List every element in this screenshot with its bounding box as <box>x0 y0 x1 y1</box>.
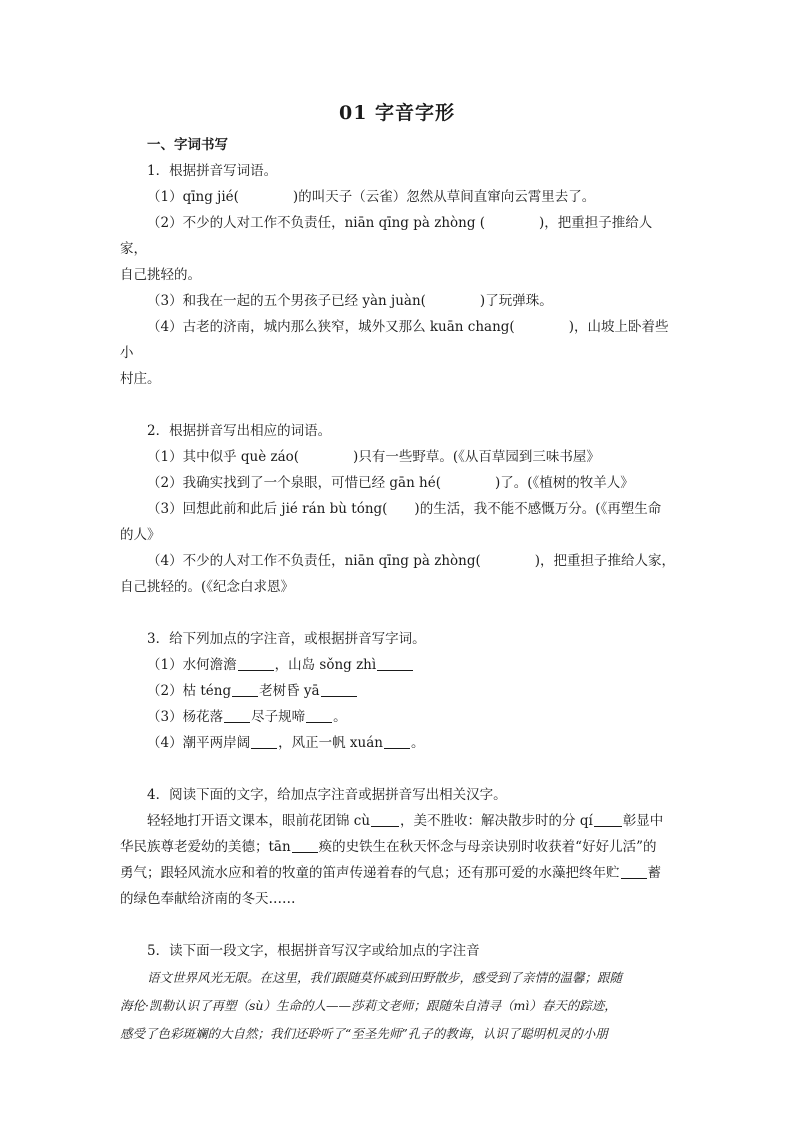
question-2-item-4-cont: 自己挑轻的。(《纪念白求恩》 <box>120 579 295 595</box>
question-1-item-2: （2）不少的人对工作不负责任，niān qīng pà zhòng ( )，把重担子推给人家， <box>120 215 653 257</box>
question-1-item-4: （4）古老的济南，城内那么狭窄，城外又那么 kuān chang( )，山坡上卧着些小 <box>120 319 669 361</box>
document-body <box>120 132 676 1048</box>
answer-blank[interactable] <box>384 734 410 749</box>
question-2-heading: 2．根据拼音写出相应的词语。 <box>147 423 332 439</box>
question-4-passage-line-2 <box>120 834 676 860</box>
text-segment: 。 <box>333 709 347 725</box>
question-2-item-1: （1）其中似乎 què záo( )只有一些野草。(《从百草园到三味书屋》 <box>147 449 600 465</box>
question-2-item-4: （4）不少的人对工作不负责任，niān qīng pà zhòng( )，把重担子推给人家， <box>147 553 676 569</box>
answer-blank[interactable] <box>251 734 277 749</box>
text-segment: 老树昏 yā <box>259 683 320 699</box>
question-1-item-3: （3）和我在一起的五个男孩子已经 yàn juàn( )了玩弹珠。 <box>147 293 553 309</box>
text-segment: （4）潮平两岸阔 <box>147 735 251 751</box>
answer-blank[interactable] <box>292 838 318 853</box>
question-4-passage-line-4: 的绿色奉献给济南的冬天…… <box>120 891 296 907</box>
question-5-passage-line-2: 海伦·凯勒认识了再塑（sù）生命的人——莎莉文老师；跟随朱自清寻（mì）春天的踪迹， <box>120 998 617 1013</box>
answer-blank[interactable] <box>224 708 250 723</box>
question-4-passage-line-1 <box>120 808 676 834</box>
text-segment: 。 <box>410 735 425 751</box>
text-segment: 轻轻地打开语文课本，眼前花团锦 cù <box>147 813 371 829</box>
answer-blank[interactable] <box>321 682 357 697</box>
question-4-passage-line-3 <box>120 860 676 886</box>
text-segment: 痪的史铁生在秋天怀念与母亲诀别时收获着“好好儿活”的 <box>318 839 657 855</box>
text-segment: （3）杨花落 <box>147 709 224 725</box>
answer-blank[interactable] <box>306 708 332 723</box>
question-5-passage-line-1: 语文世界风光无限。在这里，我们跟随莫怀戚到田野散步，感受到了亲情的温馨；跟随 <box>147 970 623 985</box>
text-segment: 蓄 <box>647 865 661 881</box>
question-3-item-1 <box>120 652 676 678</box>
question-1-item-1: （1）qīng jié( )的叫天子（云雀）忽然从草间直窜向云霄里去了。 <box>147 189 596 205</box>
answer-blank[interactable] <box>232 682 258 697</box>
question-3-heading: 3．给下列加点的字注音，或根据拼音写字词。 <box>147 631 426 647</box>
text-segment: 华民族尊老爱幼的美德；tān <box>120 839 291 855</box>
answer-blank[interactable] <box>238 656 274 671</box>
question-4-heading: 4．阅读下面的文字，给加点字注音或据拼音写出相关汉字。 <box>147 787 507 803</box>
text-segment: 彰显中 <box>622 813 664 829</box>
question-2-item-3: （3）回想此前和此后 jié rán bù tóng( )的生活，我不能不感慨万分。(《再塑生命 <box>147 501 662 517</box>
text-segment: ，美不胜收：解决散步时的分 qí <box>400 813 593 829</box>
text-segment: ，风正一帆 xuán <box>278 735 383 751</box>
text-segment: （2）枯 téng <box>147 683 232 699</box>
text-segment: 尽子规啼 <box>251 709 306 725</box>
text-segment: （1）水何澹澹 <box>147 657 237 673</box>
answer-blank[interactable] <box>377 656 413 671</box>
question-3-item-4 <box>120 730 676 756</box>
question-3-item-3 <box>120 704 676 730</box>
question-1-item-2-cont: 自己挑轻的。 <box>120 267 201 283</box>
question-5-passage-line-3: 感受了色彩斑斓的大自然；我们还聆听了“至圣先师”孔子的教诲，认识了聪明机灵的小朋 <box>120 1026 608 1041</box>
answer-blank[interactable] <box>594 812 622 827</box>
section-heading: 一、字词书写 <box>147 137 228 153</box>
question-2-item-2: （2）我确实找到了一个泉眼，可惜已经 gān hé( )了。(《植树的牧羊人》 <box>147 475 634 491</box>
text-segment: ，山岛 sǒng zhì <box>274 657 377 673</box>
question-5-heading: 5．读下面一段文字，根据拼音写汉字或给加点的字注音 <box>147 943 480 959</box>
question-3-item-2 <box>120 678 676 704</box>
page-title: 01 字音字形 <box>338 102 456 124</box>
question-1-item-4-cont: 村庄。 <box>120 371 161 387</box>
question-1-heading: 1．根据拼音写词语。 <box>147 163 278 179</box>
answer-blank[interactable] <box>371 812 399 827</box>
question-2-item-3-cont: 的人》 <box>120 527 161 543</box>
text-segment: 勇气；跟轻风流水应和着的牧童的笛声传递着春的气息；还有那可爱的水藻把终年贮 <box>120 865 620 881</box>
answer-blank[interactable] <box>621 864 647 879</box>
